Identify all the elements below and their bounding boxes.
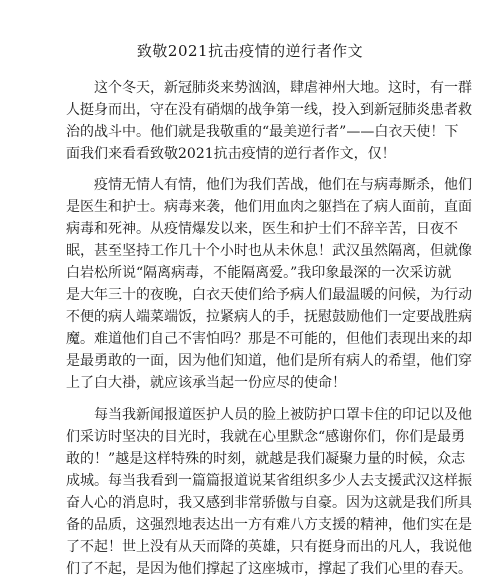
paragraph-3-line-8: 们了不起，是因为他们撑起了这座城市，撑起了我们心里的春天。 bbox=[66, 561, 472, 577]
paragraph-1-line-2: 人挺身而出，守在没有硝烟的战争第一线，投入到新冠肺炎患者救 bbox=[66, 102, 472, 118]
paragraph-2-line-1: 疫情无情人有情，他们为我们苦战，他们在与病毒厮杀，他们 bbox=[94, 177, 472, 193]
paragraph-2-line-9: 是最勇敢的一面，因为他们知道，他们是所有病人的希望，他们穿 bbox=[66, 353, 472, 369]
paragraph-3-line-3: 敢的！”越是这样特殊的时刻，就越是我们凝聚力量的时候，众志 bbox=[66, 451, 466, 467]
paragraph-3-line-6: 备的品质，这强烈地表达出一方有难八方支援的精神，他们实在是 bbox=[66, 517, 472, 533]
paragraph-3-line-1: 每当我新闻报道医护人员的脸上被防护口罩卡住的印记以及他 bbox=[94, 407, 472, 423]
paragraph-3-line-7: 了不起！世上没有从天而降的英雄，只有挺身而出的凡人，我说他 bbox=[66, 539, 472, 555]
paragraph-2-line-7: 不便的病人端菜端饭，拉紧病人的手，抚慰鼓励他们一定要战胜病 bbox=[66, 309, 472, 325]
paragraph-3-line-4: 成城。每当我看到一篇篇报道说某省组织多少人去支援武汉这样振 bbox=[66, 473, 472, 489]
paragraph-2-line-4: 眠，甚至坚持工作几十个小时也从未休息！武汉虽然隔离，但就像 bbox=[66, 243, 472, 259]
paragraph-2-line-5: 白岩松所说“隔离病毒，不能隔离爱。”我印象最深的一次采访就 bbox=[66, 265, 452, 281]
document-title: 致敬2021抗击疫情的逆行者作文 bbox=[136, 42, 364, 60]
paragraph-3-line-5: 奋人心的消息时，我又感到非常骄傲与自豪。因为这就是我们所具 bbox=[66, 495, 472, 511]
paragraph-1-line-1: 这个冬天，新冠肺炎来势汹汹，肆虐神州大地。这时，有一群 bbox=[94, 80, 472, 96]
paragraph-2-line-3: 病毒和死神。从疫情爆发以来，医生和护士们不辞辛苦，日夜不 bbox=[66, 221, 458, 237]
paragraph-2-line-10: 上了白大褂，就应该承当起一份应尽的使命！ bbox=[66, 375, 346, 391]
paragraph-2-line-2: 是医生和护士。病毒来袭，他们用血肉之躯挡在了病人面前，直面 bbox=[66, 199, 472, 215]
paragraph-2-line-6: 是大年三十的夜晚，白衣天使们给予病人们最温暖的问候，为行动 bbox=[66, 287, 472, 303]
paragraph-2-line-8: 魔。难道他们自己不害怕吗？那是不可能的，但他们表现出来的却 bbox=[66, 331, 472, 347]
paragraph-3-line-2: 们采访时坚决的目光时，我就在心里默念“感谢你们，你们是最勇 bbox=[66, 429, 466, 445]
paragraph-1-line-4: 面我们来看看致敬2021抗击疫情的逆行者作文，仅！ bbox=[66, 146, 396, 162]
paragraph-1-line-3: 治的战斗中。他们就是我敬重的“最美逆行者”——白衣天使！下 bbox=[66, 124, 459, 140]
